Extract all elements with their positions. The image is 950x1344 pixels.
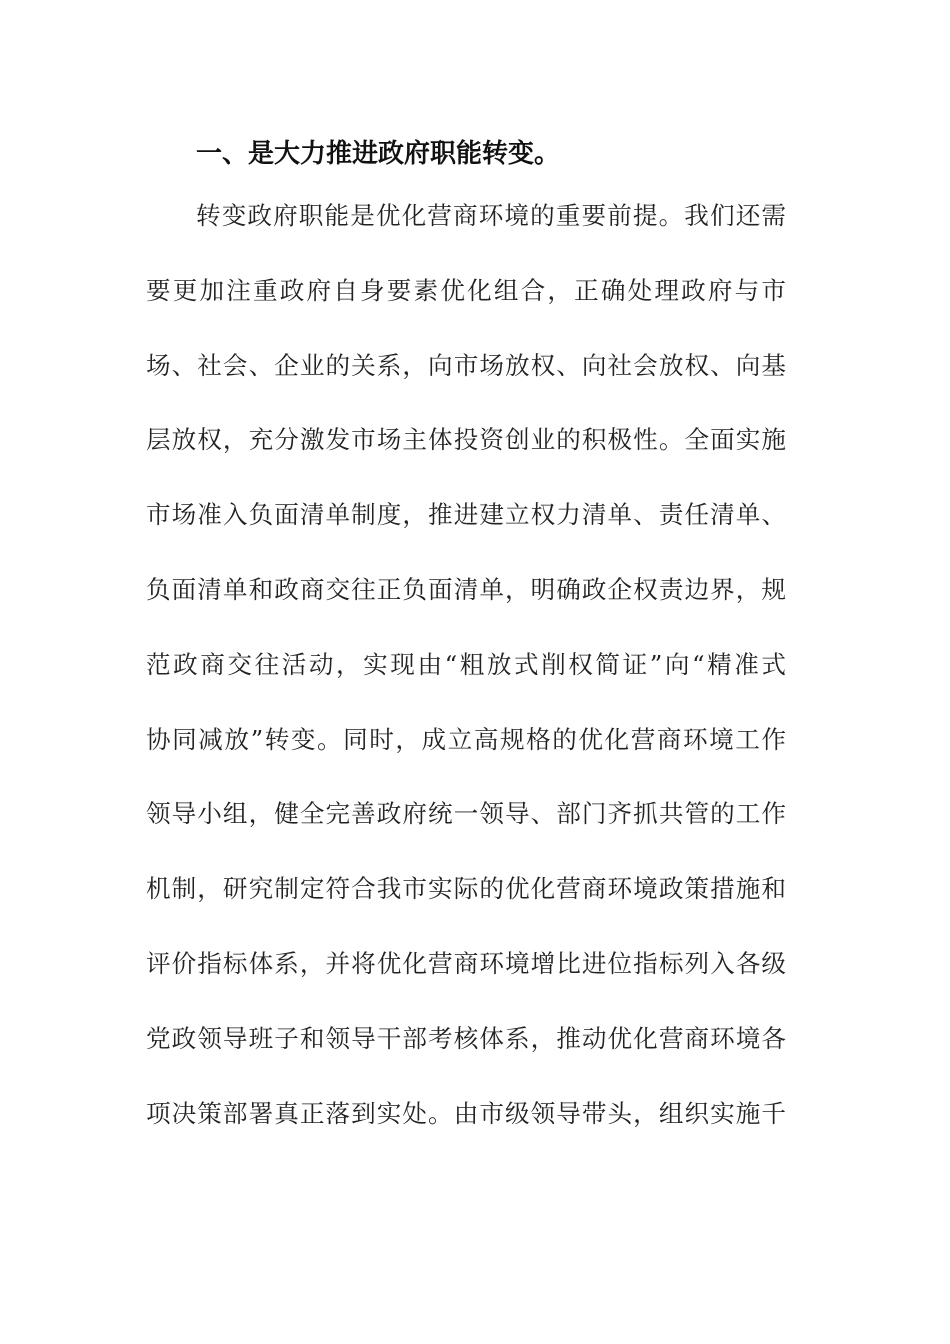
paragraph — [146, 194, 786, 1166]
paragraph-line: 场、社会、企业的关系，向市场放权、向社会放权、向基 — [146, 350, 786, 380]
paragraph-line: 机制，研究制定符合我市实际的优化营商环境政策措施和 — [146, 874, 786, 904]
paragraph-line: 市场准入负面清单制度，推进建立权力清单、责任清单、 — [146, 500, 786, 530]
paragraph-line: 领导小组，健全完善政府统一领导、部门齐抓共管的工作 — [146, 799, 786, 829]
section-heading: 一、是大力推进政府职能转变。 — [196, 139, 561, 169]
paragraph-line: 项决策部署真正落到实处。由市级领导带头，组织实施千 — [146, 1098, 786, 1128]
paragraph-line: 负面清单和政商交往正负面清单，明确政企权责边界，规 — [146, 574, 786, 604]
paragraph-line: 协同减放”转变。同时，成立高规格的优化营商环境工作 — [146, 724, 786, 754]
paragraph-line: 转变政府职能是优化营商环境的重要前提。我们还需 — [196, 201, 786, 230]
paragraph-line: 党政领导班子和领导干部考核体系，推动优化营商环境各 — [146, 1023, 786, 1053]
paragraph-line: 要更加注重政府自身要素优化组合，正确处理政府与市 — [146, 275, 786, 305]
paragraph-line: 层放权，充分激发市场主体投资创业的积极性。全面实施 — [146, 425, 786, 455]
paragraph-line: 范政商交往活动，实现由“粗放式削权简证”向“精准式 — [146, 649, 786, 679]
paragraph-line: 评价指标体系，并将优化营商环境增比进位指标列入各级 — [146, 948, 786, 978]
